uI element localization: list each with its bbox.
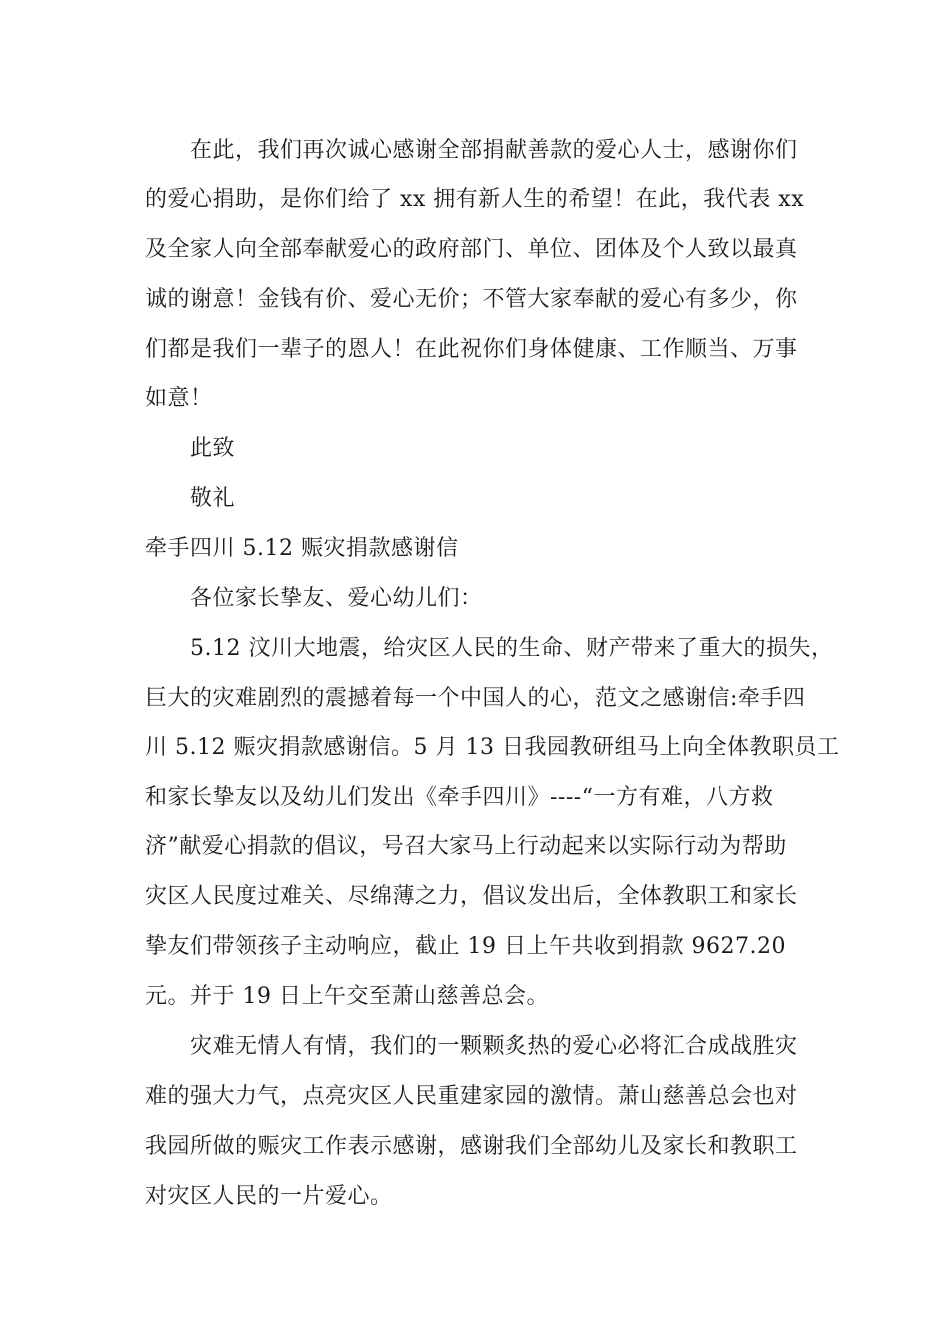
paragraph-2-line-3: 川 5.12 赈灾捐款感谢信。5 月 13 日我园教研组马上向全体教职员工: [145, 735, 840, 760]
paragraph-2-line-1: 5.12 汶川大地震，给灾区人民的生命、财产带来了重大的损失，: [190, 636, 834, 661]
paragraph-3-line-1: 灾难无情人有情，我们的一颗颗炙热的爱心必将汇合成战胜灾: [190, 1034, 798, 1059]
paragraph-1-line-6: 如意！: [145, 386, 213, 411]
paragraph-2-line-5: 济”献爱心捐款的倡议，号召大家马上行动起来以实际行动为帮助: [145, 834, 787, 859]
paragraph-2-line-4: 和家长挚友以及幼儿们发出《牵手四川》----“一方有难，八方救: [145, 785, 774, 810]
salutation: 各位家长挚友、爱心幼儿们：: [190, 586, 483, 611]
letter-title: 牵手四川 5.12 赈灾捐款感谢信: [145, 536, 459, 561]
closing-cizhi: 此致: [190, 436, 236, 461]
paragraph-1-line-5: 们都是我们一辈子的恩人！在此祝你们身体健康、工作顺当、万事: [145, 337, 798, 362]
paragraph-1-line-2: 的爱心捐助，是你们给了 xx 拥有新人生的希望！在此，我代表 xx: [145, 187, 805, 212]
paragraph-1-line-1: 在此，我们再次诚心感谢全部捐献善款的爱心人士，感谢你们: [190, 138, 798, 163]
paragraph-3-line-4: 对灾区人民的一片爱心。: [145, 1184, 393, 1209]
paragraph-1-line-3: 及全家人向全部奉献爱心的政府部门、单位、团体及个人致以最真: [145, 237, 798, 262]
paragraph-2-line-8: 元。并于 19 日上午交至萧山慈善总会。: [145, 984, 549, 1009]
paragraph-2-line-2: 巨大的灾难剧烈的震撼着每一个中国人的心，范文之感谢信:牵手四: [145, 686, 806, 711]
paragraph-1-line-4: 诚的谢意！金钱有价、爱心无价；不管大家奉献的爱心有多少，你: [145, 287, 798, 312]
paragraph-3-line-2: 难的强大力气，点亮灾区人民重建家园的激情。萧山慈善总会也对: [145, 1084, 798, 1109]
paragraph-3-line-3: 我园所做的赈灾工作表示感谢，感谢我们全部幼儿及家长和教职工: [145, 1134, 798, 1159]
paragraph-2-line-6: 灾区人民度过难关、尽绵薄之力，倡议发出后，全体教职工和家长: [145, 884, 798, 909]
closing-jingli: 敬礼: [190, 486, 236, 511]
paragraph-2-line-7: 挚友们带领孩子主动响应，截止 19 日上午共收到捐款 9627.20: [145, 934, 786, 959]
